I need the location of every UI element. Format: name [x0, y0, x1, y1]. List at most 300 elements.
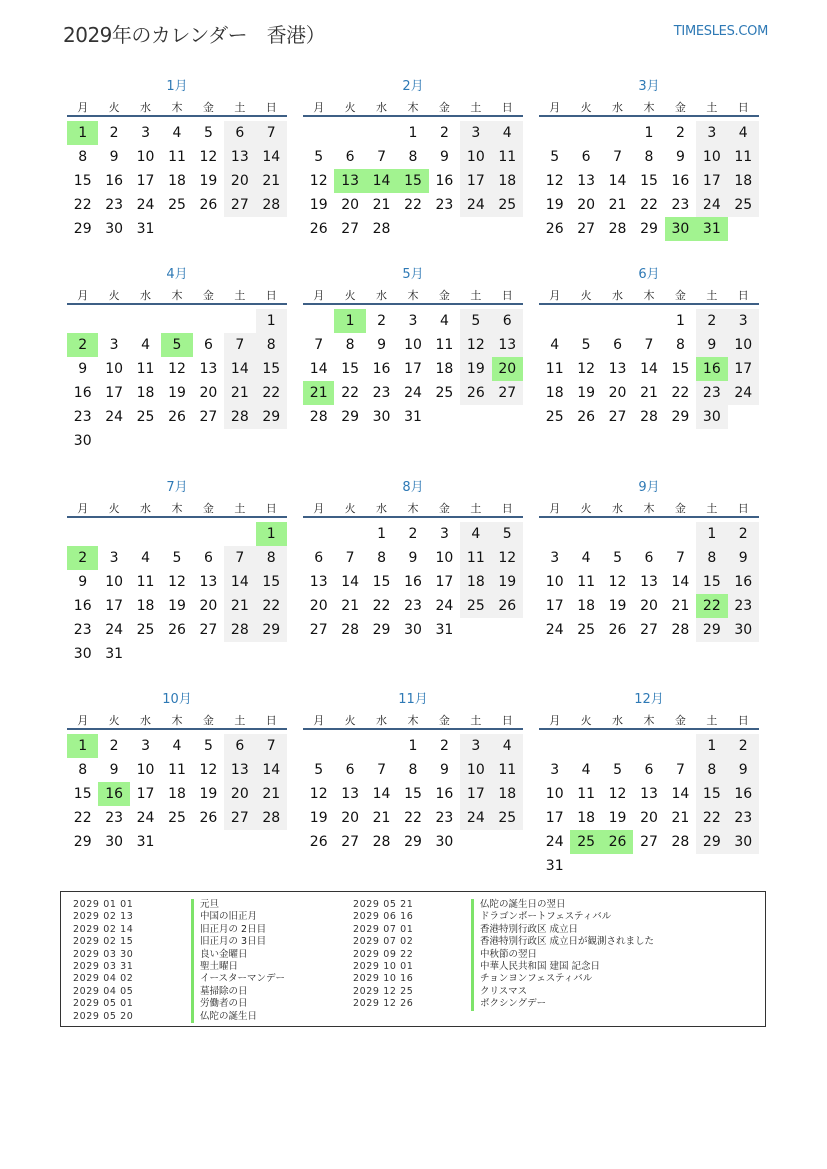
day-cell: 28 — [671, 834, 690, 850]
empty-cell — [602, 121, 633, 145]
day-cell: 24 — [105, 622, 124, 638]
day-cell: 10 — [136, 762, 155, 778]
empty-cell — [98, 309, 129, 333]
day-cell: 14 — [671, 574, 690, 590]
holiday-name: 仏陀の誕生日の翌日 — [471, 899, 566, 911]
day-cell: 27 — [492, 381, 523, 405]
day-cell: 11 — [168, 149, 186, 165]
weekday-label: 土 — [470, 714, 482, 727]
empty-cell — [303, 121, 334, 145]
day-grid — [67, 734, 287, 854]
day-cell: 6 — [203, 550, 213, 566]
day-cell: 30 — [105, 221, 124, 237]
day-cell: 6 — [345, 149, 355, 165]
empty-cell — [224, 522, 255, 546]
weekday-label: 木 — [643, 289, 655, 302]
day-cell: 26 — [602, 830, 633, 854]
day-cell: 4 — [728, 121, 759, 145]
day-cell: 25 — [545, 409, 564, 425]
day-cell: 9 — [78, 361, 88, 377]
weekday-label: 火 — [344, 101, 356, 114]
day-cell: 15 — [640, 173, 658, 189]
day-cell: 29 — [73, 221, 92, 237]
day-cell: 31 — [404, 409, 422, 425]
day-cell: 18 — [136, 598, 155, 614]
day-cell: 7 — [224, 333, 255, 357]
weekday-label: 水 — [140, 101, 152, 114]
day-cell: 8 — [78, 762, 88, 778]
day-cell: 20 — [199, 598, 218, 614]
day-cell: 15 — [73, 786, 92, 802]
day-cell: 5 — [172, 550, 182, 566]
day-cell: 12 — [199, 149, 218, 165]
day-cell: 11 — [577, 786, 596, 802]
weekday-label: 日 — [501, 714, 513, 727]
day-cell: 29 — [341, 409, 360, 425]
empty-cell — [366, 734, 397, 758]
day-cell: 6 — [644, 762, 654, 778]
day-cell: 19 — [168, 598, 186, 614]
day-grid — [539, 121, 759, 241]
weekday-label: 金 — [674, 289, 686, 302]
day-cell: 4 — [492, 734, 523, 758]
holiday-legend — [60, 891, 766, 1027]
weekday-label: 木 — [407, 289, 419, 302]
weekday-label: 日 — [501, 289, 513, 302]
weekday-header — [539, 287, 759, 305]
day-cell: 20 — [640, 598, 658, 614]
day-cell: 2 — [67, 546, 98, 570]
day-cell: 30 — [372, 409, 391, 425]
day-cell: 12 — [577, 361, 596, 377]
empty-cell — [539, 734, 570, 758]
weekday-label: 土 — [706, 289, 718, 302]
day-cell: 1 — [696, 522, 727, 546]
weekday-label: 木 — [643, 502, 655, 515]
empty-cell — [193, 522, 224, 546]
day-cell: 22 — [671, 385, 690, 401]
day-cell: 14 — [640, 361, 658, 377]
day-cell: 8 — [78, 149, 88, 165]
day-cell: 31 — [435, 622, 454, 638]
day-cell: 9 — [696, 333, 727, 357]
day-cell: 19 — [545, 197, 564, 213]
day-cell: 6 — [581, 149, 591, 165]
day-cell: 17 — [460, 169, 491, 193]
day-cell: 15 — [256, 357, 287, 381]
empty-cell — [539, 522, 570, 546]
weekday-label: 月 — [549, 502, 561, 515]
weekday-label: 水 — [140, 502, 152, 515]
day-cell: 11 — [168, 762, 186, 778]
day-cell: 24 — [136, 810, 155, 826]
day-cell: 20 — [224, 782, 255, 806]
empty-cell — [303, 309, 334, 333]
day-cell: 11 — [728, 145, 759, 169]
day-cell: 12 — [168, 574, 186, 590]
day-cell: 1 — [377, 526, 387, 542]
empty-cell — [130, 309, 161, 333]
day-cell: 24 — [545, 622, 564, 638]
weekday-label: 日 — [265, 289, 277, 302]
day-cell: 10 — [435, 550, 454, 566]
day-cell: 21 — [224, 381, 255, 405]
weekday-header — [67, 500, 287, 518]
day-cell: 2 — [377, 313, 387, 329]
day-cell: 28 — [224, 618, 255, 642]
day-cell: 17 — [728, 357, 759, 381]
day-cell: 11 — [577, 574, 596, 590]
empty-cell — [366, 121, 397, 145]
holiday-date: 2029 03 31 — [73, 960, 134, 972]
day-cell: 10 — [105, 361, 124, 377]
day-cell: 28 — [640, 409, 658, 425]
day-cell: 25 — [492, 806, 523, 830]
weekday-label: 火 — [344, 289, 356, 302]
day-cell: 15 — [397, 169, 428, 193]
holiday-name: 香港特別行政区 成立日 — [471, 924, 578, 936]
day-cell: 11 — [545, 361, 564, 377]
weekday-header — [303, 712, 523, 730]
day-cell: 13 — [640, 786, 658, 802]
day-cell: 22 — [256, 381, 287, 405]
day-cell: 31 — [545, 858, 564, 874]
day-cell: 2 — [675, 125, 685, 141]
month-name: 4月 — [166, 267, 188, 282]
empty-cell — [98, 522, 129, 546]
holiday-date: 2029 02 14 — [73, 923, 134, 935]
day-cell: 16 — [372, 361, 391, 377]
weekday-label: 日 — [737, 289, 749, 302]
day-cell: 18 — [545, 385, 564, 401]
weekday-label: 土 — [470, 101, 482, 114]
day-cell: 20 — [199, 385, 218, 401]
day-cell: 23 — [372, 385, 391, 401]
day-cell: 16 — [404, 574, 422, 590]
day-cell: 18 — [728, 169, 759, 193]
day-cell: 11 — [435, 337, 454, 353]
day-cell: 26 — [168, 622, 186, 638]
day-cell: 16 — [435, 173, 454, 189]
day-cell: 12 — [608, 786, 627, 802]
empty-cell — [602, 522, 633, 546]
day-cell: 29 — [372, 622, 391, 638]
day-cell: 4 — [172, 125, 182, 141]
day-cell: 30 — [404, 622, 422, 638]
day-cell: 21 — [640, 385, 658, 401]
day-grid — [67, 522, 287, 666]
weekday-label: 水 — [140, 714, 152, 727]
day-cell: 20 — [341, 197, 360, 213]
day-cell: 1 — [408, 125, 418, 141]
day-cell: 22 — [404, 197, 422, 213]
day-cell: 4 — [550, 337, 560, 353]
day-cell: 27 — [224, 806, 255, 830]
day-cell: 17 — [460, 782, 491, 806]
day-cell: 9 — [728, 758, 759, 782]
empty-cell — [665, 522, 696, 546]
day-cell: 22 — [696, 594, 727, 618]
weekday-label: 金 — [674, 714, 686, 727]
day-cell: 31 — [105, 646, 124, 662]
day-cell: 7 — [675, 762, 685, 778]
day-cell: 3 — [550, 550, 560, 566]
holiday-name: 聖土曜日 — [191, 961, 238, 973]
empty-cell — [570, 121, 601, 145]
day-cell: 17 — [545, 598, 564, 614]
day-cell: 5 — [314, 762, 324, 778]
day-cell: 10 — [460, 145, 491, 169]
day-cell: 3 — [141, 125, 151, 141]
weekday-label: 金 — [674, 101, 686, 114]
day-cell: 25 — [136, 409, 155, 425]
day-cell: 19 — [492, 570, 523, 594]
weekday-label: 木 — [407, 502, 419, 515]
day-cell: 8 — [408, 149, 418, 165]
day-cell: 18 — [492, 169, 523, 193]
day-cell: 24 — [435, 598, 454, 614]
holiday-date: 2029 04 05 — [73, 985, 134, 997]
day-grid — [67, 121, 287, 241]
weekday-label: 土 — [234, 714, 246, 727]
month-name: 8月 — [402, 480, 424, 495]
weekday-label: 土 — [234, 101, 246, 114]
holiday-date: 2029 12 26 — [353, 998, 414, 1010]
day-cell: 13 — [199, 361, 218, 377]
day-cell: 3 — [460, 734, 491, 758]
day-cell: 13 — [199, 574, 218, 590]
day-cell: 24 — [460, 806, 491, 830]
day-cell: 13 — [334, 169, 365, 193]
day-cell: 12 — [309, 173, 328, 189]
day-cell: 17 — [136, 173, 155, 189]
day-cell: 14 — [608, 173, 627, 189]
day-cell: 5 — [581, 337, 591, 353]
empty-cell — [633, 734, 664, 758]
day-cell: 21 — [608, 197, 627, 213]
day-cell: 12 — [309, 786, 328, 802]
day-cell: 26 — [577, 409, 596, 425]
day-cell: 14 — [256, 145, 287, 169]
day-cell: 15 — [73, 173, 92, 189]
day-cell: 21 — [671, 810, 690, 826]
holiday-name: 墓掃除の日 — [191, 986, 248, 998]
day-cell: 3 — [439, 526, 449, 542]
weekday-label: 日 — [265, 714, 277, 727]
day-cell: 23 — [105, 810, 124, 826]
weekday-label: 木 — [171, 502, 183, 515]
day-grid — [539, 522, 759, 642]
weekday-label: 水 — [376, 714, 388, 727]
weekday-label: 金 — [438, 101, 450, 114]
day-cell: 22 — [696, 806, 727, 830]
holiday-name: ドラゴンボートフェスティバル — [471, 911, 611, 923]
holiday-date: 2029 07 02 — [353, 936, 414, 948]
day-cell: 29 — [696, 618, 727, 642]
month-name: 2月 — [402, 79, 424, 94]
day-cell: 4 — [141, 550, 151, 566]
day-cell: 6 — [492, 309, 523, 333]
day-cell: 9 — [728, 546, 759, 570]
day-cell: 20 — [608, 385, 627, 401]
day-cell: 8 — [345, 337, 355, 353]
day-cell: 19 — [199, 786, 218, 802]
weekday-label: 月 — [313, 101, 325, 114]
empty-cell — [633, 522, 664, 546]
holiday-name: 元旦 — [191, 899, 219, 911]
empty-cell — [303, 522, 334, 546]
day-cell: 8 — [377, 550, 387, 566]
day-cell: 4 — [581, 550, 591, 566]
weekday-label: 日 — [737, 101, 749, 114]
day-cell: 23 — [696, 381, 727, 405]
day-cell: 1 — [408, 738, 418, 754]
weekday-label: 水 — [612, 502, 624, 515]
day-cell: 10 — [545, 786, 564, 802]
day-cell: 29 — [256, 405, 287, 429]
day-cell: 20 — [341, 810, 360, 826]
day-cell: 14 — [671, 786, 690, 802]
day-cell: 16 — [98, 782, 129, 806]
holiday-name: 旧正月の 3日目 — [191, 936, 266, 948]
day-cell: 9 — [408, 550, 418, 566]
day-cell: 25 — [168, 197, 186, 213]
day-cell: 27 — [341, 834, 360, 850]
day-cell: 19 — [168, 385, 186, 401]
weekday-label: 火 — [108, 714, 120, 727]
day-cell: 30 — [435, 834, 454, 850]
site-logo[interactable]: TIMESLES.COM — [673, 24, 768, 39]
day-cell: 23 — [728, 594, 759, 618]
day-cell: 23 — [728, 806, 759, 830]
weekday-label: 日 — [265, 502, 277, 515]
day-cell: 9 — [675, 149, 685, 165]
day-cell: 28 — [256, 193, 287, 217]
day-cell: 5 — [492, 522, 523, 546]
day-cell: 24 — [545, 834, 564, 850]
day-cell: 9 — [109, 762, 119, 778]
day-cell: 5 — [613, 762, 623, 778]
holiday-name: 良い金曜日 — [191, 949, 248, 961]
day-cell: 20 — [577, 197, 596, 213]
day-cell: 7 — [224, 546, 255, 570]
day-cell: 8 — [256, 546, 287, 570]
holiday-date: 2029 10 16 — [353, 973, 414, 985]
day-cell: 2 — [728, 522, 759, 546]
day-cell: 15 — [341, 361, 360, 377]
day-cell: 16 — [696, 357, 727, 381]
day-cell: 20 — [224, 169, 255, 193]
day-cell: 4 — [581, 762, 591, 778]
day-cell: 1 — [675, 313, 685, 329]
weekday-header — [67, 712, 287, 730]
month-name: 7月 — [166, 480, 188, 495]
day-cell: 23 — [435, 197, 454, 213]
day-cell: 22 — [640, 197, 658, 213]
day-cell: 18 — [492, 782, 523, 806]
month-name: 3月 — [638, 79, 660, 94]
holiday-name: 中国の旧正月 — [191, 911, 257, 923]
day-cell: 13 — [492, 333, 523, 357]
day-cell: 14 — [372, 786, 391, 802]
day-cell: 27 — [577, 221, 596, 237]
day-cell: 29 — [640, 221, 658, 237]
day-cell: 10 — [696, 145, 727, 169]
holiday-date: 2029 05 20 — [73, 1010, 134, 1022]
day-cell: 13 — [640, 574, 658, 590]
day-cell: 25 — [492, 193, 523, 217]
holiday-date: 2029 07 01 — [353, 923, 414, 935]
day-cell: 16 — [73, 598, 92, 614]
weekday-label: 水 — [376, 289, 388, 302]
empty-cell — [602, 734, 633, 758]
weekday-label: 月 — [77, 714, 89, 727]
weekday-label: 木 — [407, 101, 419, 114]
day-cell: 30 — [665, 217, 696, 241]
day-cell: 10 — [105, 574, 124, 590]
day-cell: 26 — [545, 221, 564, 237]
day-grid — [303, 522, 523, 642]
day-cell: 5 — [314, 149, 324, 165]
weekday-label: 日 — [737, 714, 749, 727]
day-cell: 19 — [309, 197, 328, 213]
weekday-label: 月 — [313, 289, 325, 302]
day-cell: 10 — [460, 758, 491, 782]
day-cell: 27 — [199, 622, 218, 638]
weekday-label: 月 — [313, 714, 325, 727]
day-cell: 21 — [341, 598, 360, 614]
day-cell: 6 — [345, 762, 355, 778]
day-cell: 30 — [696, 405, 727, 429]
day-cell: 12 — [168, 361, 186, 377]
day-cell: 27 — [224, 193, 255, 217]
day-cell: 2 — [109, 125, 119, 141]
weekday-label: 土 — [706, 714, 718, 727]
day-cell: 21 — [671, 598, 690, 614]
weekday-label: 木 — [643, 714, 655, 727]
day-cell: 22 — [404, 810, 422, 826]
weekday-label: 日 — [501, 502, 513, 515]
day-cell: 23 — [105, 197, 124, 213]
day-cell: 3 — [109, 550, 119, 566]
day-cell: 19 — [199, 173, 218, 189]
day-cell: 1 — [256, 309, 287, 333]
day-cell: 30 — [728, 830, 759, 854]
day-cell: 14 — [256, 758, 287, 782]
day-cell: 17 — [105, 598, 124, 614]
weekday-header — [303, 500, 523, 518]
weekday-label: 金 — [674, 502, 686, 515]
weekday-label: 火 — [344, 502, 356, 515]
month-name: 12月 — [634, 692, 664, 707]
day-cell: 22 — [73, 197, 92, 213]
day-cell: 18 — [168, 786, 186, 802]
empty-cell — [67, 522, 98, 546]
day-cell: 19 — [608, 598, 627, 614]
holiday-date: 2029 06 16 — [353, 911, 414, 923]
day-cell: 29 — [256, 618, 287, 642]
day-cell: 15 — [696, 570, 727, 594]
day-cell: 7 — [314, 337, 324, 353]
day-cell: 14 — [224, 357, 255, 381]
day-cell: 2 — [67, 333, 98, 357]
weekday-label: 土 — [234, 289, 246, 302]
empty-cell — [334, 522, 365, 546]
day-cell: 6 — [644, 550, 654, 566]
empty-cell — [67, 309, 98, 333]
day-grid — [303, 121, 523, 241]
day-cell: 11 — [136, 361, 155, 377]
